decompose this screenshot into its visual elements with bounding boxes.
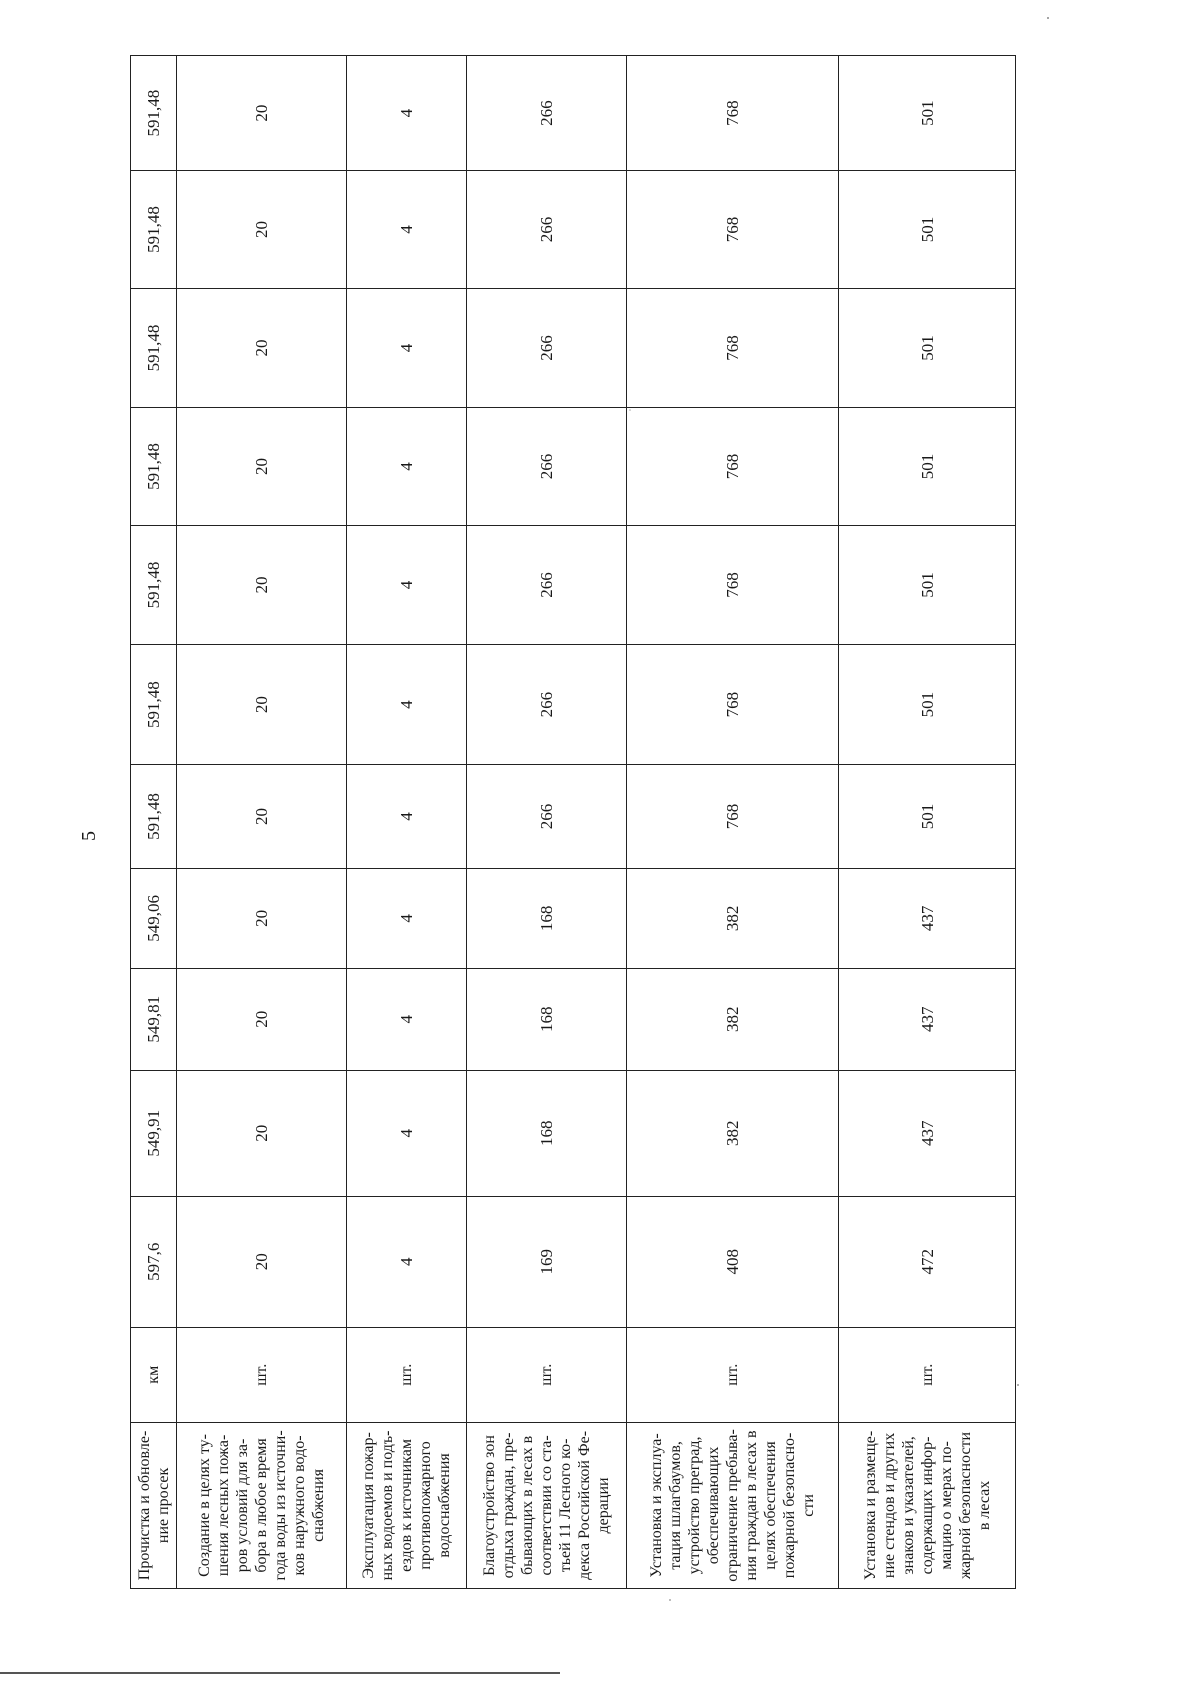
value-cell: 549,91 bbox=[131, 1070, 177, 1196]
value-cell: 20 bbox=[177, 1196, 347, 1327]
value-cell: 266 bbox=[467, 764, 627, 868]
value-cell: 20 bbox=[177, 171, 347, 288]
value-cell: 382 bbox=[627, 968, 839, 1070]
table-row bbox=[467, 56, 627, 1589]
value-cell: 4 bbox=[347, 764, 467, 868]
table-row bbox=[131, 56, 177, 1589]
value-cell: 549,06 bbox=[131, 869, 177, 969]
row-label: Создание в целях ту-шения лесных пожа-ров условий для за-бора в любое время года воды из источни-ков наружного водо-снабжения bbox=[177, 1422, 347, 1588]
value-cell: 597,6 bbox=[131, 1196, 177, 1327]
value-cell: 768 bbox=[627, 56, 839, 171]
value-cell: 437 bbox=[839, 968, 1016, 1070]
value-cell: 768 bbox=[627, 764, 839, 868]
value-cell: 501 bbox=[839, 525, 1016, 645]
value-cell: 168 bbox=[467, 968, 627, 1070]
value-cell: 437 bbox=[839, 869, 1016, 969]
value-cell: 768 bbox=[627, 288, 839, 408]
value-cell: 768 bbox=[627, 525, 839, 645]
value-cell: 20 bbox=[177, 764, 347, 868]
value-cell: 591,48 bbox=[131, 288, 177, 408]
row-unit: шт. bbox=[627, 1327, 839, 1422]
scan-edge-line bbox=[0, 1672, 560, 1674]
value-cell: 501 bbox=[839, 171, 1016, 288]
value-cell: 20 bbox=[177, 1070, 347, 1196]
row-label: Установка и размеще-ние стендов и других знаков и указателей, содержащих инфор-мацию о мерах по-жарной безопасности в лесах bbox=[839, 1422, 1016, 1588]
value-cell: 20 bbox=[177, 408, 347, 525]
value-cell: 4 bbox=[347, 1070, 467, 1196]
value-cell: 266 bbox=[467, 525, 627, 645]
value-cell: 501 bbox=[839, 408, 1016, 525]
value-cell: 591,48 bbox=[131, 525, 177, 645]
value-cell: 169 bbox=[467, 1196, 627, 1327]
value-cell: 266 bbox=[467, 408, 627, 525]
table-row bbox=[839, 56, 1016, 1589]
row-unit: шт. bbox=[839, 1327, 1016, 1422]
value-cell: 768 bbox=[627, 408, 839, 525]
value-cell: 4 bbox=[347, 645, 467, 765]
rotated-table-frame bbox=[130, 55, 1015, 1589]
value-cell: 768 bbox=[627, 645, 839, 765]
value-cell: 20 bbox=[177, 645, 347, 765]
value-cell: 591,48 bbox=[131, 764, 177, 868]
value-cell: 4 bbox=[347, 288, 467, 408]
value-cell: 4 bbox=[347, 171, 467, 288]
row-label: Эксплуатация пожар-ных водоемов и подъ-ездов к источникам противопожарного водоснабжения bbox=[347, 1422, 467, 1588]
value-cell: 4 bbox=[347, 1196, 467, 1327]
value-cell: 501 bbox=[839, 645, 1016, 765]
value-cell: 382 bbox=[627, 869, 839, 969]
value-cell: 266 bbox=[467, 56, 627, 171]
value-cell: 591,48 bbox=[131, 645, 177, 765]
value-cell: 4 bbox=[347, 869, 467, 969]
row-unit: шт. bbox=[347, 1327, 467, 1422]
value-cell: 168 bbox=[467, 1070, 627, 1196]
table-row bbox=[177, 56, 347, 1589]
value-cell: 591,48 bbox=[131, 408, 177, 525]
value-cell: 168 bbox=[467, 869, 627, 969]
value-cell: 20 bbox=[177, 288, 347, 408]
value-cell: 408 bbox=[627, 1196, 839, 1327]
value-cell: 472 bbox=[839, 1196, 1016, 1327]
value-cell: 4 bbox=[347, 968, 467, 1070]
value-cell: 20 bbox=[177, 869, 347, 969]
value-cell: 20 bbox=[177, 968, 347, 1070]
value-cell: 4 bbox=[347, 525, 467, 645]
value-cell: 4 bbox=[347, 408, 467, 525]
value-cell: 768 bbox=[627, 171, 839, 288]
fire-safety-measures-table bbox=[130, 55, 1016, 1589]
value-cell: 501 bbox=[839, 288, 1016, 408]
row-label: Благоустройство зон отдыха граждан, пре-бывающих в лесах в соответствии со ста-тьей 11 Лесного ко-декса Российской Фе-дерации bbox=[467, 1422, 627, 1588]
row-unit: шт. bbox=[177, 1327, 347, 1422]
row-unit: км bbox=[131, 1327, 177, 1422]
value-cell: 266 bbox=[467, 171, 627, 288]
value-cell: 591,48 bbox=[131, 171, 177, 288]
value-cell: 20 bbox=[177, 56, 347, 171]
value-cell: 437 bbox=[839, 1070, 1016, 1196]
value-cell: 501 bbox=[839, 764, 1016, 868]
value-cell: 20 bbox=[177, 525, 347, 645]
row-unit: шт. bbox=[467, 1327, 627, 1422]
value-cell: 501 bbox=[839, 56, 1016, 171]
row-label: Установка и эксплуа-тация шлагбаумов, устройство преград, обеспечивающих ограничение пребыва-ния граждан в лесах в целях обеспечения пожарной безопасно-сти bbox=[627, 1422, 839, 1588]
table-row bbox=[627, 56, 839, 1589]
value-cell: 549,81 bbox=[131, 968, 177, 1070]
row-label: Прочистка и обновле-ние просек bbox=[131, 1422, 177, 1588]
value-cell: 266 bbox=[467, 288, 627, 408]
value-cell: 266 bbox=[467, 645, 627, 765]
page-number: 5 bbox=[78, 831, 100, 841]
value-cell: 4 bbox=[347, 56, 467, 171]
value-cell: 591,48 bbox=[131, 56, 177, 171]
table-row bbox=[347, 56, 467, 1589]
value-cell: 382 bbox=[627, 1070, 839, 1196]
